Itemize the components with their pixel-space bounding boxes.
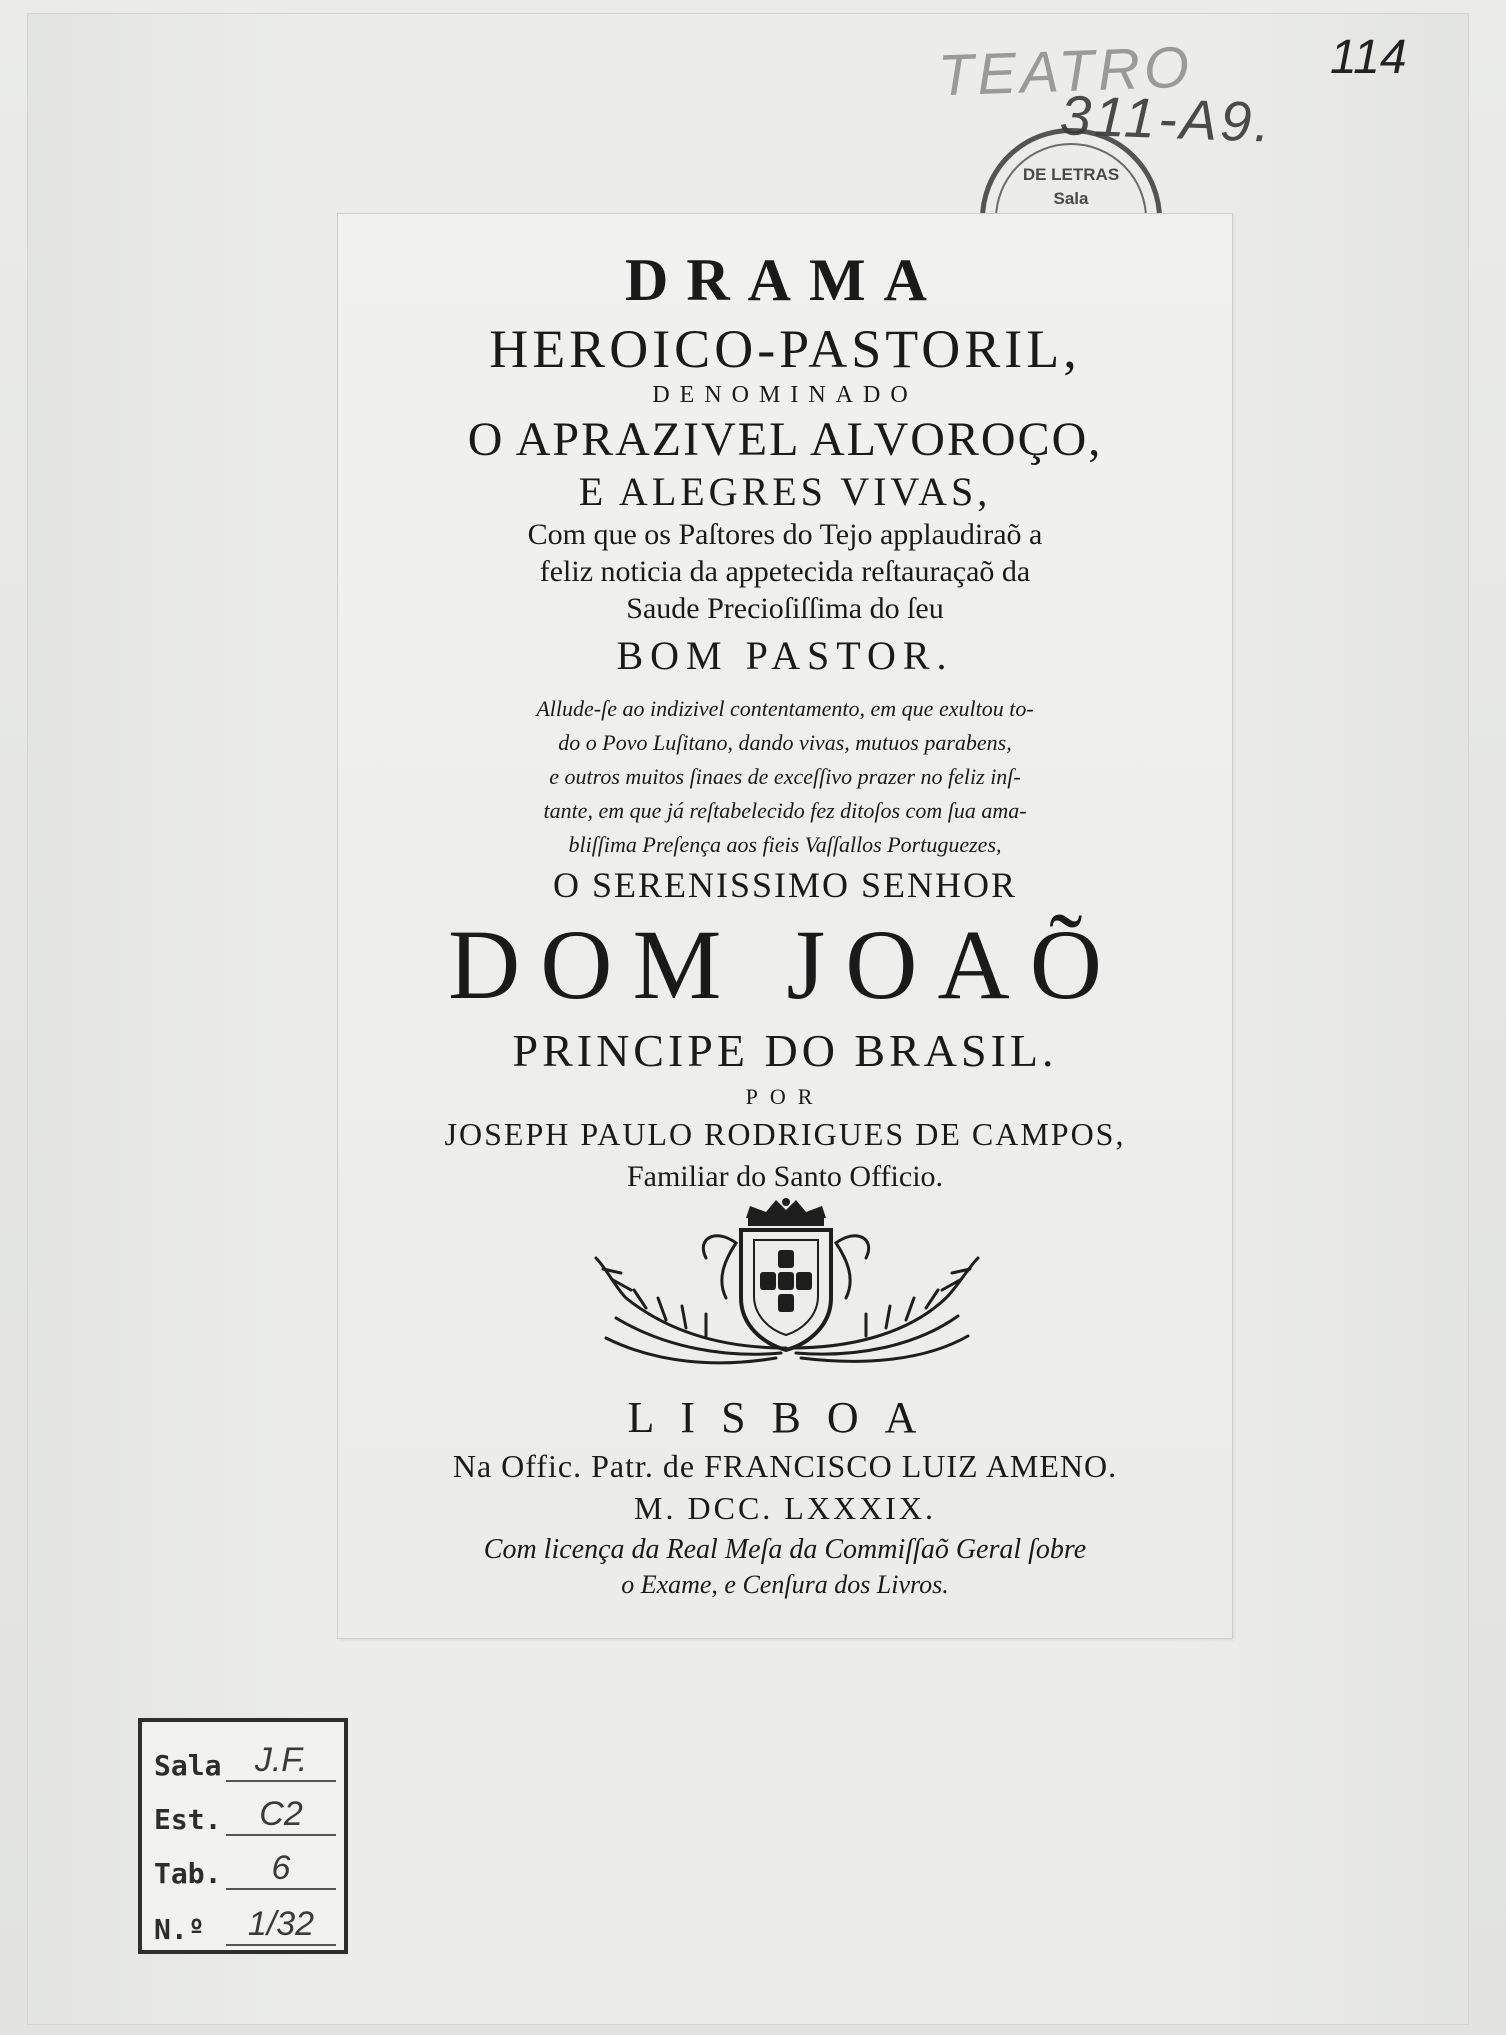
shelf-label-row [154,1784,336,1836]
title-aprazivel: O APRAZIVEL ALVOROÇO, [467,413,1103,466]
title-heroico: HEROICO-PASTORIL, [489,319,1081,379]
title-por: POR [745,1084,825,1109]
handwritten-page-number: 114 [1330,31,1407,84]
shelf-label-row [154,1838,336,1890]
title-dom-joao: DOM JOAÕ [448,909,1122,1020]
title-serenissimo: O SERENISSIMO SENHOR [552,865,1018,905]
stamp-line: Sala [1053,189,1089,208]
imprint-printer: Na Offic. Patr. de FRANCISCO LUIZ AMENO. [452,1448,1118,1484]
shelf-label-key: Tab. [154,1857,222,1890]
handwritten-teatro: TEATRO [936,34,1194,109]
shelf-label-key: N.º [154,1913,205,1946]
author-name: JOSEPH PAULO RODRIGUES DE CAMPOS, [444,1116,1126,1152]
imprint-city: LISBOA [627,1393,943,1442]
title-bom-pastor: BOM PASTOR. [616,633,954,678]
imprint-year: M. DCC. LXXXIX. [634,1490,936,1526]
italic-line: Allude-ſe ao indizivel contentamento, em que exultou to- [536,696,1034,721]
shelf-label-value: C2 [226,1794,336,1836]
title-principe: PRINCIPE DO BRASIL. [512,1025,1058,1076]
royal-arms-ornament-icon [586,1198,986,1376]
shelf-label-key: Sala [154,1749,222,1782]
body-line: Com que os Paſtores do Tejo applaudiraõ a [527,518,1043,551]
shelf-label-row [154,1894,336,1946]
shelf-label-key: Est. [154,1803,222,1836]
title-denominado: DENOMINADO [652,382,918,408]
shelf-label-value: J.F. [226,1740,336,1782]
author-role: Familiar do Santo Officio. [626,1160,944,1193]
title-drama: DRAMA [625,247,945,313]
license-line: o Exame, e Cenſura dos Livros. [621,1570,949,1599]
stamp-line: DE LETRAS [1022,165,1120,184]
shelf-label-row [154,1730,336,1782]
license-line: Com licença da Real Meſa da Commiſſaõ Geral ſobre [483,1534,1087,1565]
title-alegres: E ALEGRES VIVAS, [578,469,992,514]
italic-line: do o Povo Luſitano, dando vivas, mutuos parabens, [558,730,1012,755]
shelf-label-value: 6 [226,1848,336,1890]
title-page [338,214,1232,1638]
italic-line: e outros muitos ſinaes de exceſſivo prazer no feliz inſ- [549,764,1021,789]
body-line: feliz noticia da appetecida reſtauraçaõ da [539,555,1031,588]
italic-line: tante, em que já reſtabelecido fez ditoſos com ſua ama- [543,798,1027,823]
shelf-label-value: 1/32 [226,1904,336,1946]
italic-line: bliſſima Preſença aos fieis Vaſſallos Portuguezes, [568,832,1002,857]
handwritten-shelf-mark: 311-A9. [1058,83,1275,154]
shelf-label [138,1718,348,1954]
body-line: Saude Precioſiſſima do ſeu [626,592,944,625]
